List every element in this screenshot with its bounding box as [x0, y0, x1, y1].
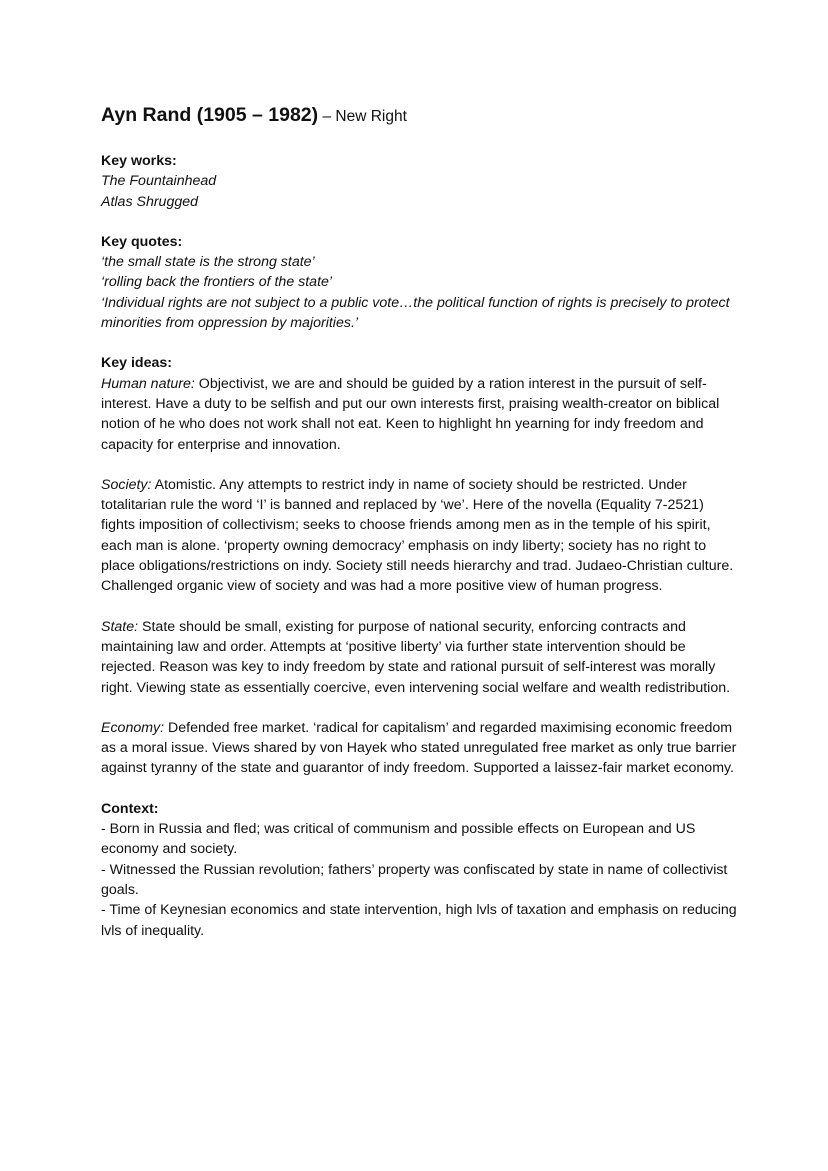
idea-label: State: [101, 618, 139, 635]
idea-paragraph-human-nature [101, 374, 741, 455]
key-ideas-heading: Key ideas: [101, 355, 172, 372]
idea-label: Society: [101, 476, 152, 493]
key-quotes-section [101, 232, 741, 333]
page-title [101, 104, 741, 128]
idea-paragraph-economy [101, 718, 741, 779]
key-works-section [101, 151, 741, 212]
key-quote-item: ‘the small state is the strong state’ [101, 254, 315, 271]
idea-text: Defended free market. ‘radical for capitalism’ and regarded maximising economic freedom as a moral issue. Views shared by von Hayek who stated unregulated free market as only true barrier against tyranny of the state and guarantor of indy freedom. Supported a laissez-fair market economy. [101, 719, 737, 777]
idea-label: Economy: [101, 719, 165, 736]
document-page [101, 104, 741, 961]
idea-paragraph-state [101, 617, 741, 698]
context-item: - Born in Russia and fled; was critical of communism and possible effects on European and US economy and society. [101, 821, 696, 858]
idea-label: Human nature: [101, 375, 195, 392]
idea-paragraph-society [101, 475, 741, 597]
key-works-heading: Key works: [101, 153, 177, 169]
title-ideology: – New Right [318, 108, 407, 125]
key-work-item: The Fountainhead [101, 173, 217, 190]
key-quote-item: ‘Individual rights are not subject to a public vote…the political function of rights is precisely to protect minorities from oppression by majorities.’ [101, 294, 730, 332]
context-item: - Time of Keynesian economics and state intervention, high lvls of taxation and emphasis on reducing lvls of inequality. [101, 902, 737, 939]
idea-text: Objectivist, we are and should be guided by a ration interest in the pursuit of self-interest. Have a duty to be selfish and put our own interests first, praising wealth-creator on biblical notion of he who does not work shall not eat. Keen to highlight hn yearning for indy freedom and capacity for enterprise and innovation. [101, 375, 720, 453]
idea-text: Atomistic. Any attempts to restrict indy in name of society should be restricted. Under totalitarian rule the word ‘I’ is banned and replaced by ‘we’. Here of the novella (Equality 7-2521) fights imposition of collectivism; seeks to choose friends among men as in the temple of his spirit, each man is alone. ‘property owning democracy’ emphasis on indy liberty; society has no right to place obligations/restrictions on indy. Society still needs hierarchy and trad. Judaeo-Christian culture. Challenged organic view of society and was had a more positive view of human progress. [101, 476, 734, 595]
title-name-dates: Ayn Rand (1905 – 1982) [101, 104, 319, 126]
key-quote-item: ‘rolling back the frontiers of the state’ [101, 274, 333, 291]
idea-text: State should be small, existing for purpose of national security, enforcing contracts and maintaining law and order. Attempts at ‘positive liberty’ via further state intervention should be rejected. Reason was key to indy freedom by state and rational pursuit of self-interest was morally right. Viewing state as essentially coercive, even intervening social welfare and wealth redistribution. [101, 618, 731, 696]
context-heading: Context: [101, 800, 159, 817]
key-quotes-heading: Key quotes: [101, 233, 183, 250]
context-section [101, 799, 741, 941]
context-item: - Witnessed the Russian revolution; fathers’ property was confiscated by state in name of collectivist goals. [101, 861, 728, 898]
key-ideas-section [101, 353, 741, 778]
key-work-item: Atlas Shrugged [101, 193, 199, 210]
